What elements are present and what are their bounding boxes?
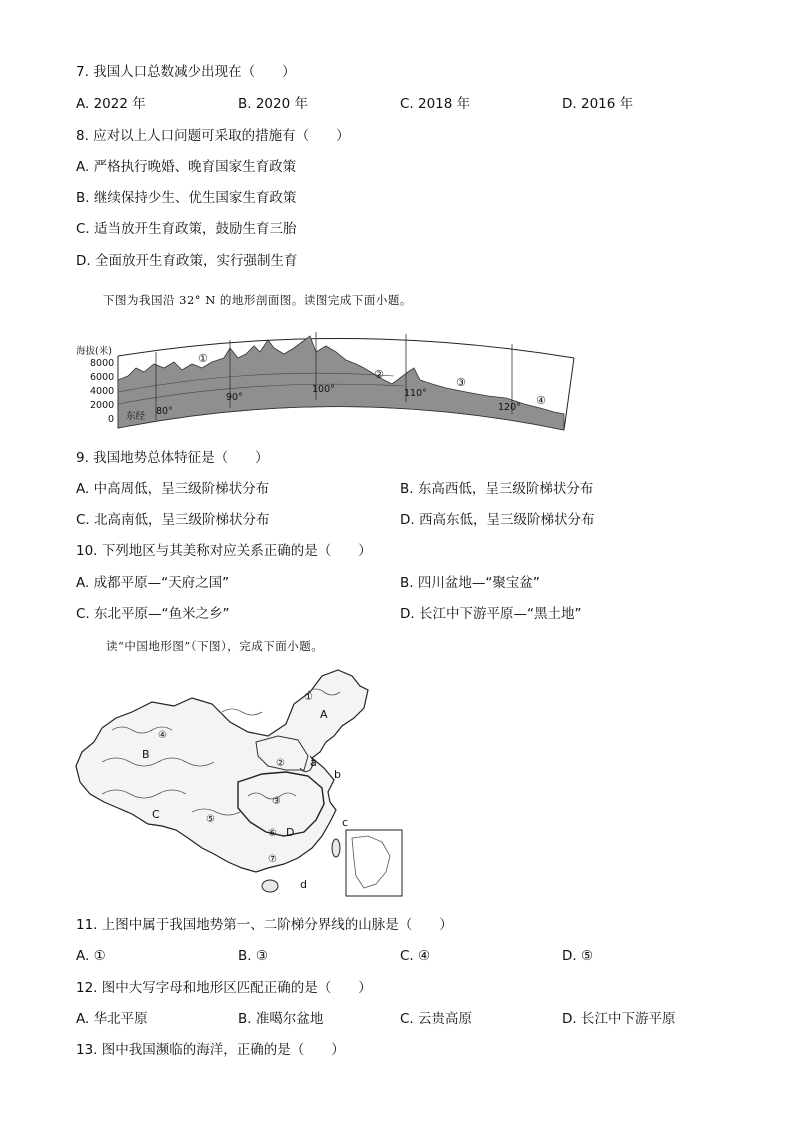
map-num-4: ④ [158, 730, 167, 741]
taiwan-island [332, 839, 340, 857]
profile-marker-4: ④ [536, 394, 546, 407]
map-label-A: A [320, 708, 328, 721]
profile-marker-2: ② [374, 368, 384, 381]
q8-option-d[interactable]: D. 全面放开生育政策，实行强制生育 [76, 253, 298, 269]
profile-lon-110: 110° [404, 388, 427, 399]
china-terrain-map [72, 662, 412, 902]
question-11-stem: 11. 上图中属于我国地势第一、二阶梯分界线的山脉是（ ） [76, 917, 453, 933]
map-label-a: a [310, 756, 317, 769]
q12-option-d[interactable]: D. 长江中下游平原 [562, 1011, 676, 1027]
q9-option-b[interactable]: B. 东高西低，呈三级阶梯状分布 [400, 481, 594, 497]
question-12-stem: 12. 图中大写字母和地形区匹配正确的是（ ） [76, 980, 372, 996]
q7-option-a[interactable]: A. 2022 年 [76, 96, 146, 112]
q10-option-d[interactable]: D. 长江中下游平原—“黑土地” [400, 606, 582, 622]
map-label-C: C [152, 808, 160, 821]
map-label-D: D [286, 826, 295, 839]
map-num-2: ② [276, 758, 285, 769]
q11-option-a[interactable]: A. ① [76, 948, 106, 964]
question-8-stem: 8. 应对以上人口问题可采取的措施有（ ） [76, 128, 350, 144]
profile-ylabel: 海拔(米) [76, 346, 112, 357]
profile-ytick-8000: 8000 [90, 358, 115, 369]
hainan-island [262, 880, 278, 892]
map-label-b: b [334, 768, 341, 781]
profile-lon-100: 100° [312, 384, 335, 395]
q12-option-a[interactable]: A. 华北平原 [76, 1011, 148, 1027]
profile-marker-3: ③ [456, 376, 466, 389]
q8-option-a[interactable]: A. 严格执行晚婚、晚育国家生育政策 [76, 159, 297, 175]
q12-option-b[interactable]: B. 准噶尔盆地 [238, 1011, 324, 1027]
q11-option-c[interactable]: C. ④ [400, 948, 431, 964]
profile-ytick-6000: 6000 [90, 372, 115, 383]
q7-option-d[interactable]: D. 2016 年 [562, 96, 634, 112]
q8-option-c[interactable]: C. 适当放开生育政策，鼓励生育三胎 [76, 221, 297, 237]
terrain-area [118, 336, 564, 430]
question-9-stem: 9. 我国地势总体特征是（ ） [76, 450, 269, 466]
profile-frame-top [118, 338, 574, 358]
profile-marker-1: ① [198, 352, 208, 365]
map-num-6: ⑥ [268, 828, 277, 839]
question-13-stem: 13. 图中我国濒临的海洋，正确的是（ ） [76, 1042, 345, 1058]
q8-option-b[interactable]: B. 继续保持少生、优生国家生育政策 [76, 190, 297, 206]
question-7-stem: 7. 我国人口总数减少出现在（ ） [76, 64, 296, 80]
map-label-B: B [142, 748, 150, 761]
map-num-7: ⑦ [268, 854, 277, 865]
map-num-3: ③ [272, 796, 281, 807]
question-10-stem: 10. 下列地区与其美称对应关系正确的是（ ） [76, 543, 372, 559]
map-label-d: d [300, 878, 307, 891]
map-num-5: ⑤ [206, 814, 215, 825]
q10-option-b[interactable]: B. 四川盆地—“聚宝盆” [400, 575, 540, 591]
profile-ytick-4000: 4000 [90, 386, 115, 397]
profile-lon-90: 90° [226, 392, 243, 403]
map-num-1: ① [304, 692, 313, 703]
terrain-profile-figure [74, 318, 578, 438]
map-label-c: c [342, 816, 349, 829]
profile-lon-120: 120° [498, 402, 521, 413]
profile-ytick-2000: 2000 [90, 400, 115, 411]
q9-option-d[interactable]: D. 西高东低，呈三级阶梯状分布 [400, 512, 595, 528]
q7-option-c[interactable]: C. 2018 年 [400, 96, 471, 112]
q7-option-b[interactable]: B. 2020 年 [238, 96, 308, 112]
profile-ytick-0: 0 [108, 414, 115, 425]
q10-option-a[interactable]: A. 成都平原—“天府之国” [76, 575, 230, 591]
q11-option-d[interactable]: D. ⑤ [562, 948, 594, 964]
q11-option-b[interactable]: B. ③ [238, 948, 268, 964]
q9-option-a[interactable]: A. 中高周低，呈三级阶梯状分布 [76, 481, 270, 497]
profile-lon-80: 80° [156, 406, 173, 417]
q9-option-c[interactable]: C. 北高南低，呈三级阶梯状分布 [76, 512, 270, 528]
china-outline [76, 670, 368, 872]
q12-option-c[interactable]: C. 云贵高原 [400, 1011, 473, 1027]
q10-option-c[interactable]: C. 东北平原—“鱼米之乡” [76, 606, 230, 622]
profile-lon-east: 东经 [126, 411, 146, 422]
profile-caption: 下图为我国沿 32° N 的地形剖面图。读图完成下面小题。 [103, 293, 412, 307]
map-caption: 读“中国地形图”（下图），完成下面小题。 [106, 639, 324, 653]
